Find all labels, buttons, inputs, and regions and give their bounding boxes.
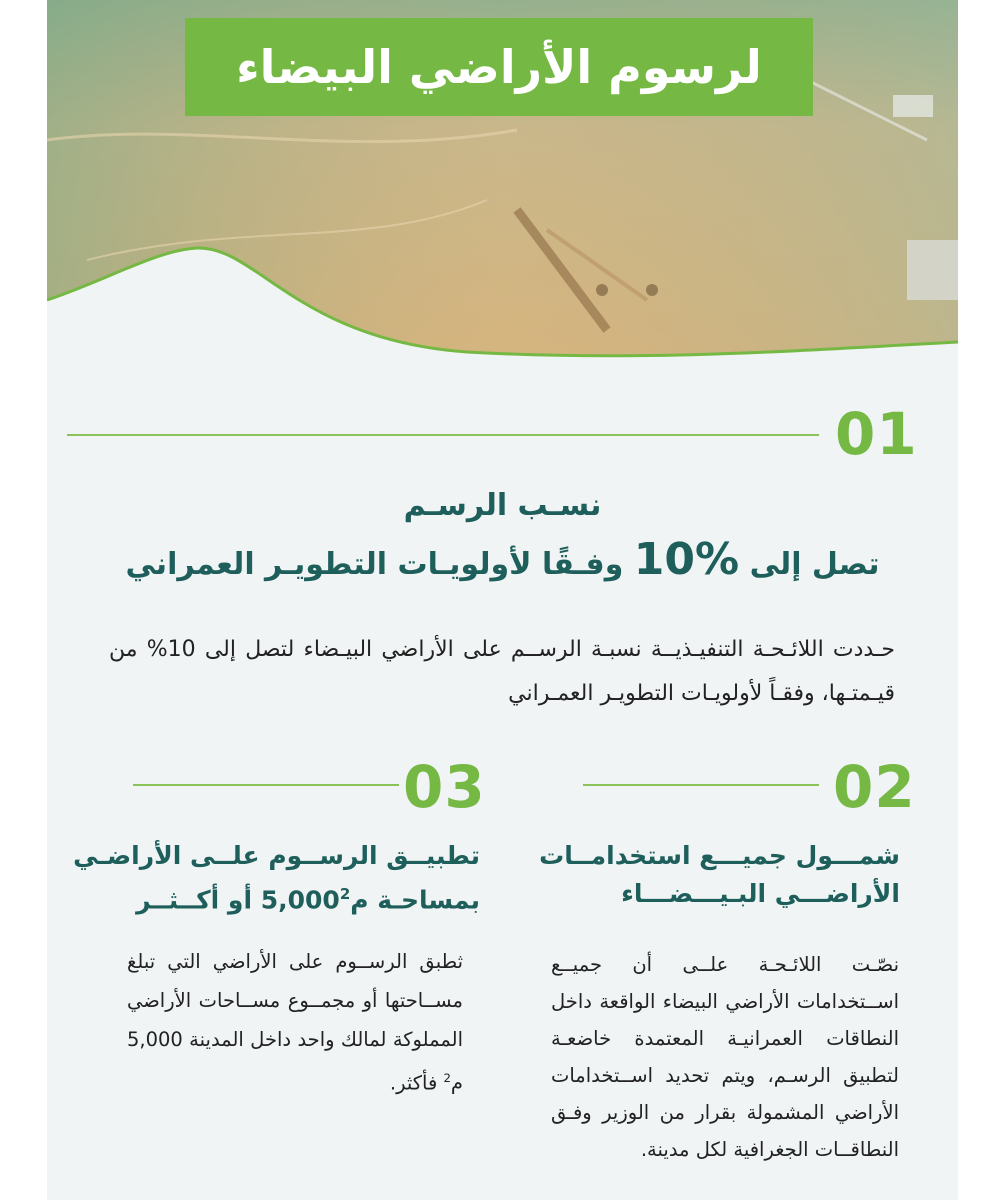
section-03-area-number: 5,000م [260, 885, 369, 915]
title-banner [185, 18, 813, 116]
page-title: لرسوم الأراضي البيضاء [236, 40, 762, 94]
section-01-percent: 10% [633, 534, 740, 585]
section-01-subheading-after: وفـقًا لأولويـات التطويـر العمراني [125, 547, 624, 582]
section-03-heading-line1: تطبيــق الرســوم علــى الأراضـي [73, 841, 480, 870]
section-03-area-value [261, 875, 369, 919]
section-03-body-sup: 2 [443, 1071, 451, 1085]
section-01-subheading-before: تصل إلى [749, 547, 880, 582]
section-01-heading: نسـب الرسـم [403, 488, 602, 523]
section-02-body: نصّـت اللائـحـة علــى أن جميــع اســتخدامات الأراضي البيضاء الواقعة داخل النطاقات العمرانيـة المعتمدة خاضعـة لتطبيق الرسـم، ويتم تحديد اســتخدامات الأراضي المشمولة بقرار من الوزير وفـق النطاقــات الجغرافية لكل مدينة. [551, 953, 899, 1161]
section-02-rule [583, 784, 819, 786]
section-03-area-sup: 2 [339, 885, 351, 903]
section-01-rule [67, 434, 819, 436]
section-03-body [127, 942, 463, 1103]
section-02-heading-line1: شمـــول جميـــع استخدامــات [539, 841, 900, 870]
section-03-heading-before: بمساحـة [377, 885, 480, 915]
section-01-number: 01 [835, 400, 918, 468]
section-02-heading [539, 837, 900, 913]
section-02-heading-line2: الأراضـــي البـيـــضـــاء [621, 879, 900, 908]
section-01-body: حـددت اللائـحـة التنفيـذيــة نسبـة الرســم على الأراضي البيـضاء لتصل إلى 10% من قيـمتـها، وفقـاً لأولويـات التطويـر العمـراني [109, 637, 895, 706]
infographic-card [47, 0, 958, 1200]
section-03-rule [133, 784, 399, 786]
section-03-number: 03 [403, 753, 486, 821]
section-03-body-text: ثطبق الرســوم على الأراضي التي تبلغ مســاحتها أو مجمــوع مســاحات الأراضي المملوكة لمالك واحد داخل المدينة 5,000 م [127, 950, 463, 1095]
hero-aerial-image [47, 0, 958, 360]
section-03-body-end: فأكثر. [389, 1071, 444, 1095]
section-03-heading-line2 [73, 875, 480, 919]
section-01-subheading [47, 535, 958, 590]
section-03-heading-after: أو أكــثــر [136, 885, 253, 915]
section-03-heading [73, 837, 480, 919]
section-02-number: 02 [833, 753, 916, 821]
